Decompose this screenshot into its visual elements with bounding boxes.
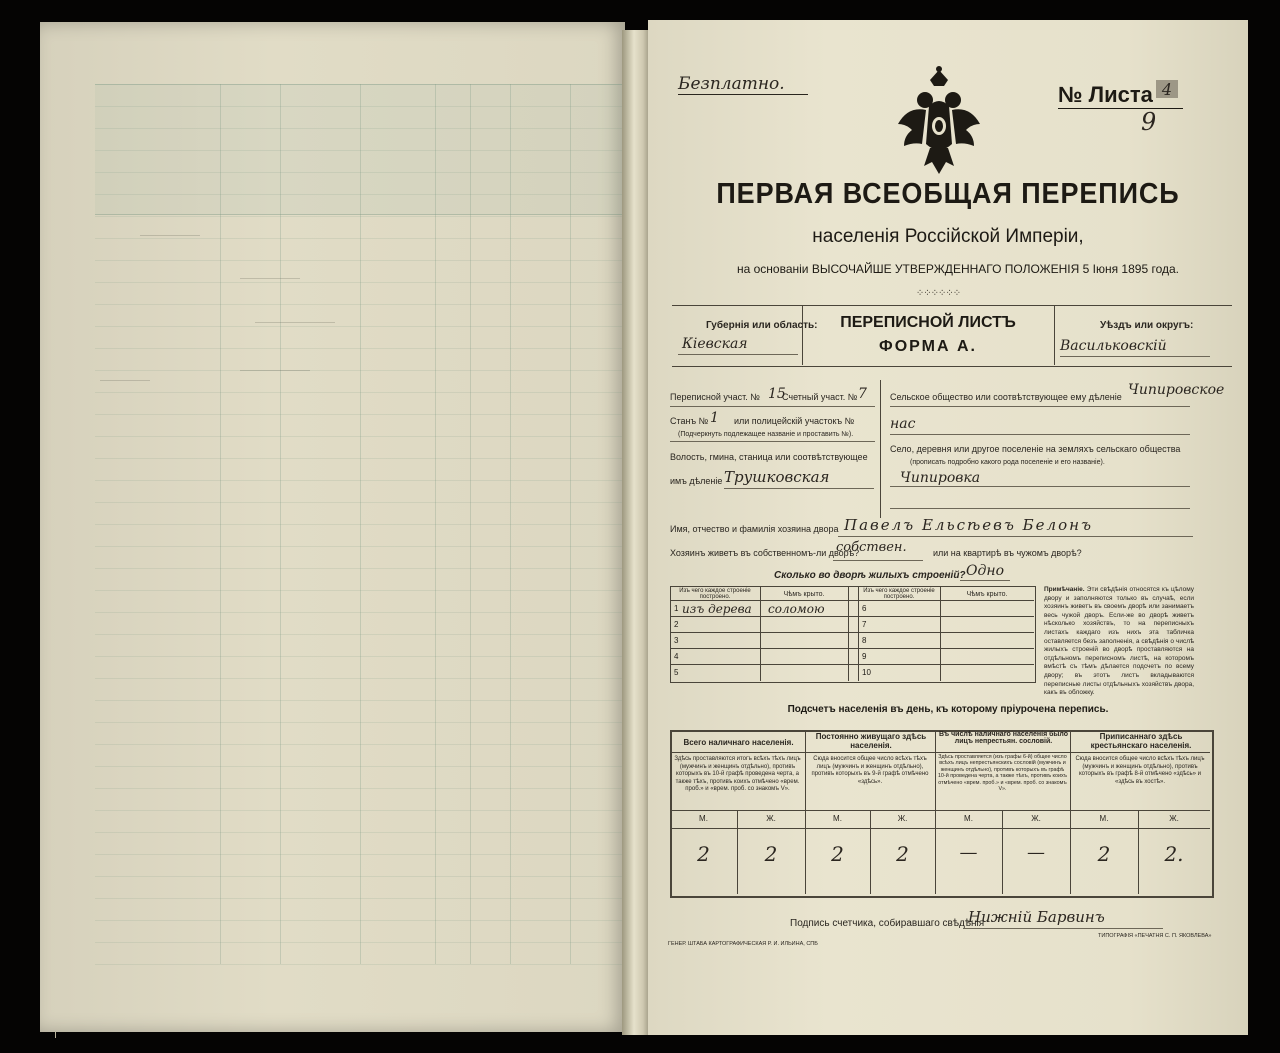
summary-value: 2: [764, 842, 778, 866]
building-row-number: 4: [674, 652, 679, 661]
census-form-page: [648, 20, 1248, 1035]
building-row-number: 9: [862, 652, 867, 661]
ghost-column: [435, 84, 436, 964]
district-value: Васильковскій: [1060, 338, 1167, 354]
building-row-number: 6: [862, 604, 867, 613]
building-material-value: изъ дерева: [682, 602, 752, 616]
province-value: Кіевская: [682, 336, 748, 352]
society-value-cont: нас: [890, 416, 916, 432]
summary-col-resident: Постоянно живущаго здѣсь населенія.: [815, 732, 927, 750]
society-value: Чипировское: [1128, 382, 1225, 398]
form-title: ФОРМА А.: [879, 338, 977, 355]
building-roof-value: соломою: [768, 602, 825, 616]
summary-value: 2: [697, 842, 710, 866]
summary-desc-present: Здѣсь проставляются итогъ всѣхъ тѣхъ лицъ (мужчинъ и женщинъ отдѣльно), противъ которыхъ въ 10-й графѣ проведена черта, а также тѣхъ, противъ коихъ отмѣчено «врем. проб.» и «врем. проб. со знакомъ V».: [674, 756, 801, 792]
summary-title: Подсчетъ населенія въ день, къ которому пріурочена перепись.: [787, 704, 1109, 715]
female-header: Ж.: [1169, 814, 1179, 823]
sheet-number-value: 4: [1156, 80, 1178, 98]
building-row-number: 8: [862, 636, 867, 645]
buildings-col-roof: Чѣмъ крыто.: [783, 591, 825, 598]
village-label: Село, деревня или другое поселеніе на земляхъ сельскаго общества: [890, 444, 1181, 454]
census-subtitle: населенія Россійской Имперіи,: [812, 226, 1084, 247]
volost-label: Волость, гмина, станица или соотвѣтствующее: [670, 452, 868, 462]
building-row-number: 10: [862, 668, 871, 677]
free-label: Безплатно.: [678, 74, 785, 94]
stan-tail: или полицейскій участокъ №: [734, 416, 855, 426]
note-block: [1044, 586, 1194, 698]
owner-label: Имя, отчество и фамилія хозяина двора: [670, 524, 839, 534]
ghost-column: [470, 84, 471, 964]
ghost-handwriting: [240, 270, 300, 279]
male-header: М.: [699, 814, 708, 823]
note-text: Эти свѣдѣнія относятся къ цѣлому двору и заполняются только въ случаѣ, если хозяинъ живетъ въ своемъ дворѣ или занимаетъ весь чужой дворъ. Если-же во дворѣ живетъ нѣсколько хозяйствъ, то на переписныхъ листахъ каждаго изъ нихъ эта табличка оставляется безъ заполненія, а свѣдѣнія о числѣ жилыхъ строеній во дворѣ проставляются на отдѣльномъ переписномъ листѣ, на которомъ вмѣстѣ съ тѣмъ дѣлается подсчетъ по всему двору; въ этотъ листъ вкладываются переписные листы отдѣльныхъ хозяйствъ двора, какъ въ обложку.: [1044, 586, 1194, 697]
sheet-title: ПЕРЕПИСНОЙ ЛИСТЪ: [840, 314, 1016, 331]
volost-label2: имъ дѣленіе: [670, 476, 723, 486]
sheet-number-label: № Листа: [1058, 82, 1153, 107]
summary-desc-peasant: Сюда вносится общее число всѣхъ тѣхъ лицъ (мужчинъ и женщинъ отдѣльно), противъ которыхъ въ графѣ 8-й отмѣчено «здѣсь» и «здѣсь въ хостѣ».: [1075, 756, 1205, 785]
summary-desc-nonpeasant: Здѣсь проставляется (изъ графы 6-й) общее число всѣхъ лицъ непрестьянскихъ сословій (мужчинъ и женщинъ отдѣльно), противъ которыхъ въ графѣ 10-й проведена черта, а также тѣхъ, противъ коихъ отмѣчено «врем. проб.» и «врем. проб. со знакомъ V».: [937, 754, 1068, 793]
district-label: Уѣздъ или округъ:: [1100, 320, 1194, 331]
census-section-label: Переписной участ. №: [670, 392, 760, 402]
ghost-handwriting: [100, 372, 150, 381]
volost-value: Трушковская: [724, 468, 830, 486]
summary-col-present: Всего наличнаго населенія.: [683, 738, 794, 747]
buildings-col-material: Изъ чего каждое строеніе построено.: [679, 588, 751, 600]
summary-value: 2: [1097, 842, 1111, 866]
building-row-number: 5: [674, 668, 679, 677]
summary-desc-resident: Сюда вносится общее число всѣхъ тѣхъ лицъ (мужчинъ и женщинъ отдѣльно), противъ которыхъ въ 9-й графѣ отмѣчено «здѣсь».: [811, 756, 929, 785]
left-page: [40, 22, 625, 1032]
double-headed-eagle-icon: [894, 66, 984, 178]
ghost-column: [510, 84, 511, 964]
summary-col-nonpeasant: Въ числѣ наличнаго населенія было лицъ непрестьян. сословій.: [938, 731, 1069, 745]
buildings-value: Одно: [966, 563, 1005, 579]
census-title: ПЕРВАЯ ВСЕОБЩАЯ ПЕРЕПИСЬ: [716, 178, 1180, 210]
signature-value: Нижній Барвинъ: [968, 908, 1105, 926]
census-basis: на основаніи ВЫСОЧАЙШЕ УТВЕРЖДЕННАГО ПОЛОЖЕНІЯ 5 Іюня 1895 года.: [736, 262, 1179, 276]
buildings-col-roof-2: Чѣмъ крыто.: [966, 591, 1008, 598]
male-header: М.: [833, 814, 842, 823]
building-row-number: 7: [862, 620, 867, 629]
female-header: Ж.: [1031, 814, 1041, 823]
note-heading: Примѣчаніе.: [1044, 586, 1085, 593]
ghost-handwriting: [255, 314, 335, 323]
stan-label: Станъ №: [670, 416, 709, 426]
lives-value: собствен.: [836, 540, 907, 555]
ghost-column: [220, 84, 221, 964]
buildings-label: Сколько во дворѣ жилыхъ строеній?: [774, 570, 966, 581]
province-label: Губернія или область:: [706, 320, 818, 331]
male-header: М.: [1099, 814, 1109, 823]
ghost-handwriting: [140, 227, 200, 236]
female-header: Ж.: [766, 814, 776, 823]
stan-value: 1: [710, 410, 719, 426]
village-note: (прописать подробно какого рода поселеніе и его названіе).: [910, 459, 1105, 466]
lives-label: Хозяинъ живетъ въ собственномъ-ли дворѣ?: [670, 548, 860, 558]
village-value: Чипировка: [900, 470, 981, 486]
society-label: Сельское общество или соотвѣтствующее ему дѣленіе: [890, 392, 1122, 402]
female-header: Ж.: [897, 814, 908, 823]
ghost-column: [570, 84, 571, 964]
count-section-value: 7: [858, 386, 867, 402]
buildings-col-material-2: Изъ чего каждое строеніе построено.: [863, 588, 935, 600]
summary-value: —: [959, 842, 978, 863]
summary-value: 2: [896, 842, 909, 866]
count-section-label: Счетный участ. №: [782, 392, 858, 402]
ghost-table-grid: [95, 84, 645, 965]
printer-left: ГЕНЕР. ШТАБА КАРТОГРАФИЧЕСКАЯ Р. И. ИЛЬИНА, СПБ: [668, 941, 818, 947]
male-header: М.: [964, 814, 973, 823]
summary-value: —: [1027, 842, 1045, 863]
printer-right: ТИПОГРАФІЯ «ПЕЧАТНЯ С. П. ЯКОВЛЕВА»: [1098, 933, 1212, 939]
ghost-column: [360, 84, 361, 964]
lives-tail: или на квартирѣ въ чужомъ дворѣ?: [933, 548, 1082, 558]
summary-col-peasant: Приписаннаго здѣсь крестьянскаго населенія.: [1090, 732, 1192, 750]
census-section-value: 15: [768, 386, 786, 402]
ghost-column: [280, 84, 281, 964]
owner-value: Павелъ Ельсѣевъ Белонъ: [844, 516, 1093, 534]
ornament-divider: ⁘⁘⁘⁘⁘⁘: [915, 288, 961, 299]
building-row-number: 1: [674, 604, 679, 613]
signature-label: Подпись счетчика, собиравшаго свѣдѣнія: [790, 918, 985, 929]
summary-value: 2.: [1164, 842, 1184, 866]
stan-note: (Подчеркнуть подлежащее названіе и проставить №).: [678, 431, 854, 438]
building-row-number: 3: [674, 636, 679, 645]
building-row-number: 2: [674, 620, 679, 629]
sheet-number-extra: 9: [1141, 108, 1157, 136]
ghost-handwriting: [240, 362, 310, 371]
summary-value: 2: [831, 842, 844, 866]
